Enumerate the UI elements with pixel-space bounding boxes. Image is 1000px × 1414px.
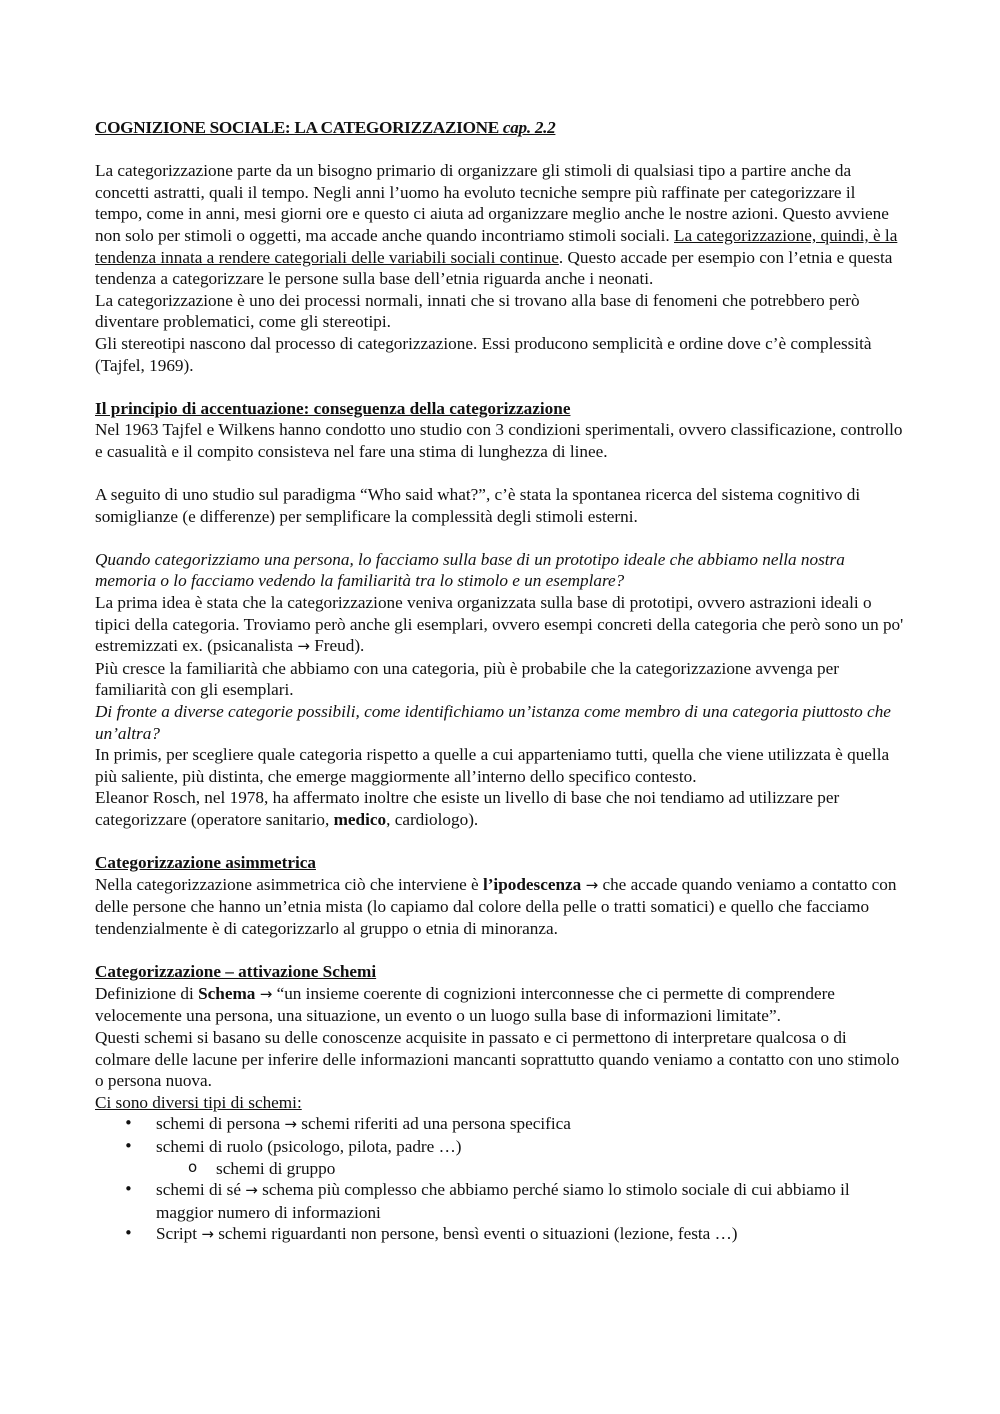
rosch-text-end: , cardiologo). — [386, 810, 479, 829]
accentuazione-paragraph-5: In primis, per scegliere quale categoria rispetto a quelle a cui apparteniamo tutti, quella che viene utilizzata è quella più saliente, più distinta, che emerge maggiormente all’interno dello specifico contesto. — [95, 745, 890, 786]
bold-term-schema: Schema — [198, 983, 256, 1003]
intro-underlined-definition: La categorizzazione, quindi, è la tendenza innata a rendere categoriali delle variabili sociali continue — [95, 225, 898, 267]
document-title — [95, 117, 905, 139]
asimmetrica-text-end: che accade quando veniamo a contatto con delle persone che hanno un’etnia mista (lo capiamo dal colore della pelle o tratti somatici) e quello che facciamo tendenzialmente è di categorizzarlo al gruppo o etnia di minoranza. — [95, 874, 897, 938]
accentuazione-paragraph-2: A seguito di uno studio sul paradigma “Who said what?”, c’è stata la spontanea ricerca del sistema cognitivo di somiglianze (e differenze) per semplificare la complessità degli stimoli esterni. — [95, 485, 861, 526]
arrow-icon: → — [201, 1225, 214, 1244]
heading-accentuazione: Il principio di accentuazione: conseguenza della categorizzazione — [95, 398, 571, 418]
arrow-icon: → — [297, 637, 310, 656]
list-item-term: schemi di persona — [156, 1114, 281, 1134]
arrow-icon: → — [259, 984, 273, 1003]
list-item-desc: schema più complesso che abbiamo perché siamo lo stimolo sociale di cui abbiamo il maggior numero di informazioni — [156, 1180, 850, 1222]
prototype-text: La prima idea è stata che la categorizzazione veniva organizzata sulla base di prototipi, ovvero astrazioni ideali o tipici della categoria. Troviamo però anche gli esemplari, ovvero esempi concreti della categoria che però sono un po' estremizzati ex. (psicanalista — [95, 593, 904, 656]
accentuazione-paragraph-3 — [95, 592, 905, 658]
intro-paragraph-3: Gli stereotipi nascono dal processo di categorizzazione. Essi producono semplicità e ordine dove c’è complessità (Tajfel, 1969). — [95, 333, 872, 375]
list-item-term: Script — [156, 1224, 198, 1244]
rosch-text: Eleanor Rosch, nel 1978, ha affermato inoltre che esiste un livello di base che noi tendiamo ad utilizzare per categorizzare (operatore sanitario, — [95, 788, 840, 829]
schemi-sublist — [156, 1158, 905, 1180]
asimmetrica-text: Nella categorizzazione asimmetrica ciò che interviene è — [95, 874, 479, 894]
accentuazione-paragraph-6 — [95, 787, 905, 830]
accentuazione-paragraph-1: Nel 1963 Tajfel e Wilkens hanno condotto uno studio con 3 condizioni sperimentali, ovvero classificazione, controllo e casualità e il compito consisteva nel fare una stima di lunghezza di linee. — [95, 420, 903, 461]
arrow-icon: → — [245, 1181, 258, 1200]
intro-paragraph-2: La categorizzazione è uno dei processi normali, innati che si trovano alla base di fenomeni che potrebbero però diventare problematici, come gli stereotipi. — [95, 290, 860, 332]
list-item — [95, 1179, 905, 1223]
list-item — [95, 1223, 905, 1246]
sublist-item: o schemi di gruppo — [156, 1158, 905, 1180]
intro-text-continued: . Questo accade per esempio con l’etnia e questa tendenza a categorizzare le persone sulla base dell’etnia riguarda anche i neonati. — [95, 247, 893, 289]
bold-term-ipodescenza: l’ipodescenza — [482, 874, 582, 894]
arrow-icon: → — [284, 1115, 297, 1134]
document-page — [95, 117, 905, 1246]
list-item-desc: schemi riguardanti non persone, bensì eventi o situazioni (lezione, festa …) — [218, 1224, 738, 1244]
schemi-list-title: Ci sono diversi tipi di schemi: — [95, 1092, 302, 1112]
title-chapter: cap. 2.2 — [502, 118, 556, 137]
schema-definition — [95, 983, 905, 1027]
arrow-icon: → — [585, 875, 599, 894]
definition-quote: “un insieme coerente di cognizioni interconnesse che ci permette di comprendere velocemente una persona, una situazione, un evento o un luogo sulla base di informazioni limitate”. — [95, 983, 835, 1026]
schemi-list — [95, 1113, 905, 1246]
question-category: Di fronte a diverse categorie possibili, come identifichiamo un’istanza come membro di una categoria piuttosto che un’altra? — [95, 702, 891, 743]
intro-paragraph-1 — [95, 160, 905, 290]
schemi-paragraph-2: Questi schemi si basano su delle conoscenze acquisite in passato e ci permettono di interpretare qualcosa o di colmare delle lacune per inferire delle informazioni mancanti soprattutto quando veniamo a contatto con uno stimolo o persona nuova. — [95, 1027, 900, 1091]
intro-text: La categorizzazione parte da un bisogno primario di organizzare gli stimoli di qualsiasi tipo a partire anche da concetti astratti, quali il tempo. Negli anni l’uomo ha evoluto tecniche sempre più raffinate per categorizzare il tempo, come in anni, mesi giorni ore e questo ci aiuta ad organizzare meglio anche le nostre azioni. Questo avviene non solo per stimoli o oggetti, ma accade anche quando incontriamo stimoli sociali. — [95, 161, 889, 245]
list-item-term: schemi di sé — [156, 1180, 241, 1200]
bold-term-medico: medico — [333, 810, 387, 829]
list-item-desc: schemi riferiti ad una persona specifica — [301, 1114, 571, 1134]
prototype-text-end: Freud). — [314, 636, 365, 656]
heading-asimmetrica: Categorizzazione asimmetrica — [95, 853, 316, 873]
definition-text: Definizione di — [95, 983, 194, 1003]
question-prototype: Quando categorizziamo una persona, lo facciamo sulla base di un prototipo ideale che abbiamo nella nostra memoria o lo facciamo vedendo la familiarità tra lo stimolo e un esemplare? — [95, 549, 845, 591]
accentuazione-paragraph-4: Più cresce la familiarità che abbiamo con una categoria, più è probabile che la categorizzazione avvenga per familiarità con gli esemplari. — [95, 658, 839, 700]
list-item — [95, 1113, 905, 1136]
list-item-term: schemi di ruolo (psicologo, pilota, padre …) — [156, 1136, 462, 1156]
title-main: COGNIZIONE SOCIALE: LA CATEGORIZZAZIONE — [95, 118, 499, 137]
asimmetrica-paragraph — [95, 874, 905, 940]
heading-schemi: Categorizzazione – attivazione Schemi — [95, 962, 377, 982]
list-item — [95, 1136, 905, 1179]
